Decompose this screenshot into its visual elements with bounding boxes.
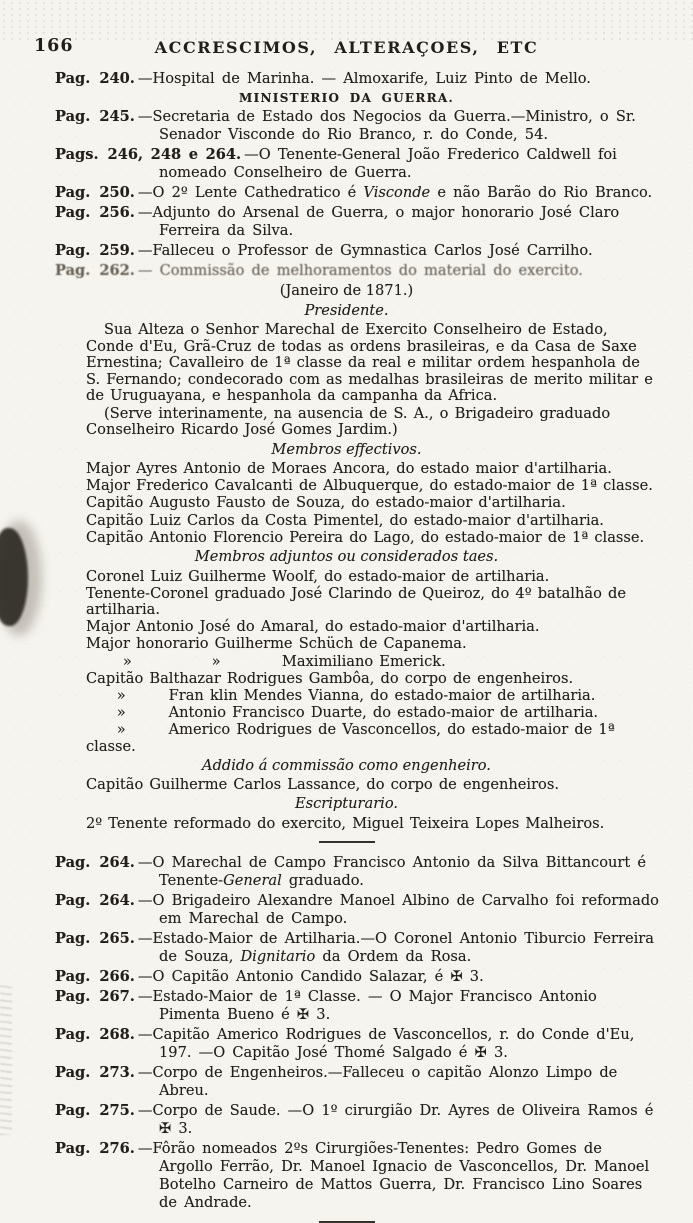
entry-page-number: 268. [99,1026,135,1044]
entry-text-italic: General [223,872,282,890]
entry-text [138,930,654,965]
entry-page-label: Pag. [55,988,91,1006]
index-entry [55,892,659,928]
entry-page-number: 275. [99,1102,135,1120]
entry-page-label: Pag. [55,242,91,259]
entry-text-segment: —O Capitão Antonio Candido Salazar, é ✠ 3. [137,968,484,986]
entry-text-segment: —Falleceu o Professor de Gymnastica Carlos José Carrilho. [137,242,593,259]
index-entry [55,1026,659,1062]
member-line: Major Antonio José do Amaral, do estado-maior d'artilharia. [86,618,540,636]
entry-text-segment: —Estado-Maior de Artilharia.—O Coronel Antonio Tiburcio Ferreira de Souza, [137,930,654,966]
index-entry [55,968,659,986]
role-heading-escripturario: Escripturario. [294,795,399,813]
entry-page-label: Pag. [55,204,91,221]
entry-text-segment: —Adjunto do Arsenal de Guerra, o major honorario José Claro Ferreira da Silva. [137,204,620,239]
member-line: Tenente-Coronel graduado José Clarindo de Queiroz, do 4º batalhão de artilharia. [86,584,633,618]
member-line: Capitão Balthazar Rodrigues Gambôa, do corpo de engenheiros. [86,669,574,687]
entry-text [138,262,583,279]
entry-page-label: Pag. [55,262,91,279]
index-entry [55,262,659,280]
entry-page-number: 259. [99,242,135,259]
member-line: » Antonio Francisco Duarte, do estado-maior de artilharia. [86,704,599,722]
entry-text-segment: —O Tenente-General João Frederico Caldwell foi nomeado Conselheiro de Guerra. [159,146,617,181]
paragraph: (Serve interinamente, na ausencia de S. A., o Brigadeiro graduado Conselheiro Ricardo José Gomes Jardim.) [86,404,611,438]
entry-text-segment: —Estado-Maior de 1ª Classe. — O Major Francisco Antonio Pimenta Bueno é ✠ 3. [137,988,597,1024]
member-line: Capitão Augusto Fausto de Souza, do estado-maior d'artilharia. [86,494,566,512]
entry-text [138,892,659,927]
entry-text [138,854,646,889]
entry-page-number: 273. [99,1064,135,1082]
index-entry [55,930,659,966]
entry-page-label: Pag. [55,1102,91,1120]
entry-text-segment: —Fôrão nomeados 2ºs Cirurgiões-Tenentes: Pedro Gomes de Argollo Ferrão, Dr. Manoel Ignacio de Vasconcellos, Dr. Manoel Botelho Carneiro de Mattos Guerra, Dr. Francisco Lino Soares de Andrade. [137,1140,650,1212]
member-line: Capitão Antonio Florencio Pereira do Lago, do estado-maior de 1ª classe. [86,528,645,546]
member-line: Major Ayres Antonio de Moraes Ancora, do estado maior d'artilharia. [86,460,612,477]
index-entry [55,146,659,182]
ministry-heading: MINISTERIO DA GUERRA. [239,91,454,105]
entry-text-segment: e não Barão do Rio Branco. [430,184,653,201]
entry-text [138,70,591,87]
entry-text-segment: —Corpo de Engenheiros.—Falleceu o capitão Alonzo Limpo de Abreu. [137,1064,618,1100]
entry-text-segment: —O Brigadeiro Alexandre Manoel Albino de Carvalho foi reformado em Marechal de Campo. [137,892,659,928]
index-entry [55,204,659,240]
entry-page-label: Pag. [55,892,91,910]
role-heading-membros-adjuntos: Membros adjuntos ou considerados taes. [194,548,499,566]
divider-rule [319,841,375,843]
member-line: Major Frederico Cavalcanti de Albuquerque, do estado-maior de 1ª classe. [86,477,653,495]
entry-page-number: 264. [99,854,135,872]
index-entry [55,854,659,890]
entry-text [138,1140,649,1211]
entry-text [138,204,619,239]
entry-text [138,968,484,985]
page-header [0,0,693,62]
paragraph: Sua Alteza o Senhor Marechal de Exercito Conselheiro de Estado, Conde d'Eu, Grã-Cruz de todas as ordens brasileiras, e da Casa de Saxe Ernestina; Cavalleiro de 1ª classe da real e militar ordem hespanhola de S. Fernando; condecorado com as medalhas brasileiras de merito militar e de Uruguayana, e hespanhola da campanha da Africa. [86,321,653,404]
entry-page-number: 265. [99,930,135,948]
index-entry [55,184,659,202]
entry-text [138,1102,654,1137]
entry-text-segment: — Commissão de melhoramentos do material do exercito. [137,262,583,279]
role-heading-membros-effectivos: Membros effectivos. [271,440,422,458]
entry-page-number: 276. [99,1140,135,1158]
member-line: » Fran klin Mendes Vianna, do estado-maior de artilharia. [86,686,596,704]
document-body [0,70,693,1223]
role-heading-addido: Addido á commissão como engenheiro. [202,756,491,774]
entry-page-number: 245. [99,108,135,125]
margin-smudge [0,985,12,1135]
entry-page-label: Pag. [55,854,91,872]
date-heading: (Janeiro de 1871.) [279,282,414,299]
entry-page-number: 256. [99,204,135,221]
member-line: » Americo Rodrigues de Vasconcellos, do estado-maior de 1ª classe. [86,721,621,755]
entry-text [138,1064,617,1099]
entry-text-segment: —Capitão Americo Rodrigues de Vasconcellos, r. do Conde d'Eu, 197. —O Capitão José Thomé Salgado é ✠ 3. [137,1026,635,1062]
index-entry [55,1102,659,1138]
entry-page-label: Pag. [55,184,91,201]
entry-page-number: 246, 248 e 264. [107,146,242,163]
index-entry [55,70,659,88]
entry-page-label: Pag. [55,1026,91,1044]
entry-page-label: Pag. [55,1140,91,1158]
index-entry [55,1140,659,1212]
entry-text-segment: da Ordem da Rosa. [315,948,472,966]
entry-text [138,1026,634,1061]
entry-text [138,108,636,143]
member-line: Major honorario Guilherme Schüch de Capanema. [86,635,467,653]
page-number: 166 [34,36,74,56]
entry-text [138,242,593,259]
index-entry [55,242,659,260]
entry-page-label: Pag. [55,1064,91,1082]
entry-text-segment: graduado. [281,872,364,890]
entry-page-label: Pags. [55,146,99,163]
entry-page-number: 262. [99,262,135,279]
entry-page-number: 267. [99,988,135,1006]
member-line: 2º Tenente reformado do exercito, Miguel Teixeira Lopes Malheiros. [86,814,605,832]
entry-page-number: 264. [99,892,135,910]
entry-text-italic: Visconde [363,184,431,201]
entry-page-number: 266. [99,968,135,986]
running-title: ACCRESCIMOS, ALTERAÇOES, ETC [154,38,539,57]
entry-text-segment: —Hospital de Marinha. — Almoxarife, Luiz Pinto de Mello. [137,70,591,87]
index-entry [55,1064,659,1100]
entry-text-segment: —O 2º Lente Cathedratico é [137,184,364,201]
entry-page-number: 250. [99,184,135,201]
entry-page-number: 240. [99,70,135,87]
index-entry [55,108,659,144]
member-line: Capitão Guilherme Carlos Lassance, do corpo de engenheiros. [86,776,559,794]
entry-text-segment: —O Marechal de Campo Francisco Antonio da Silva Bittancourt é Tenente- [137,854,647,890]
index-entry [55,988,659,1024]
member-line: Coronel Luiz Guilherme Woolf, do estado-maior de artilharia. [86,567,550,585]
entry-text [138,988,597,1023]
entry-page-label: Pag. [55,930,91,948]
entry-text-segment: —Secretaria de Estado dos Negocios da Guerra.—Ministro, o Sr. Senador Visconde do Rio Branco, r. do Conde, 54. [137,108,636,143]
member-line: » » Maximiliano Emerick. [86,652,446,670]
entry-page-label: Pag. [55,108,91,125]
entry-page-label: Pag. [55,70,91,87]
entry-text [138,184,652,201]
entry-text-segment: —Corpo de Saude. —O 1º cirurgião Dr. Ayres de Oliveira Ramos é ✠ 3. [137,1102,654,1138]
member-line: Capitão Luiz Carlos da Costa Pimentel, do estado-maior d'artilharia. [86,511,604,529]
entry-text-italic: Dignitario [240,948,316,966]
entry-page-label: Pag. [55,968,91,986]
role-heading-presidente: Presidente. [304,301,389,319]
